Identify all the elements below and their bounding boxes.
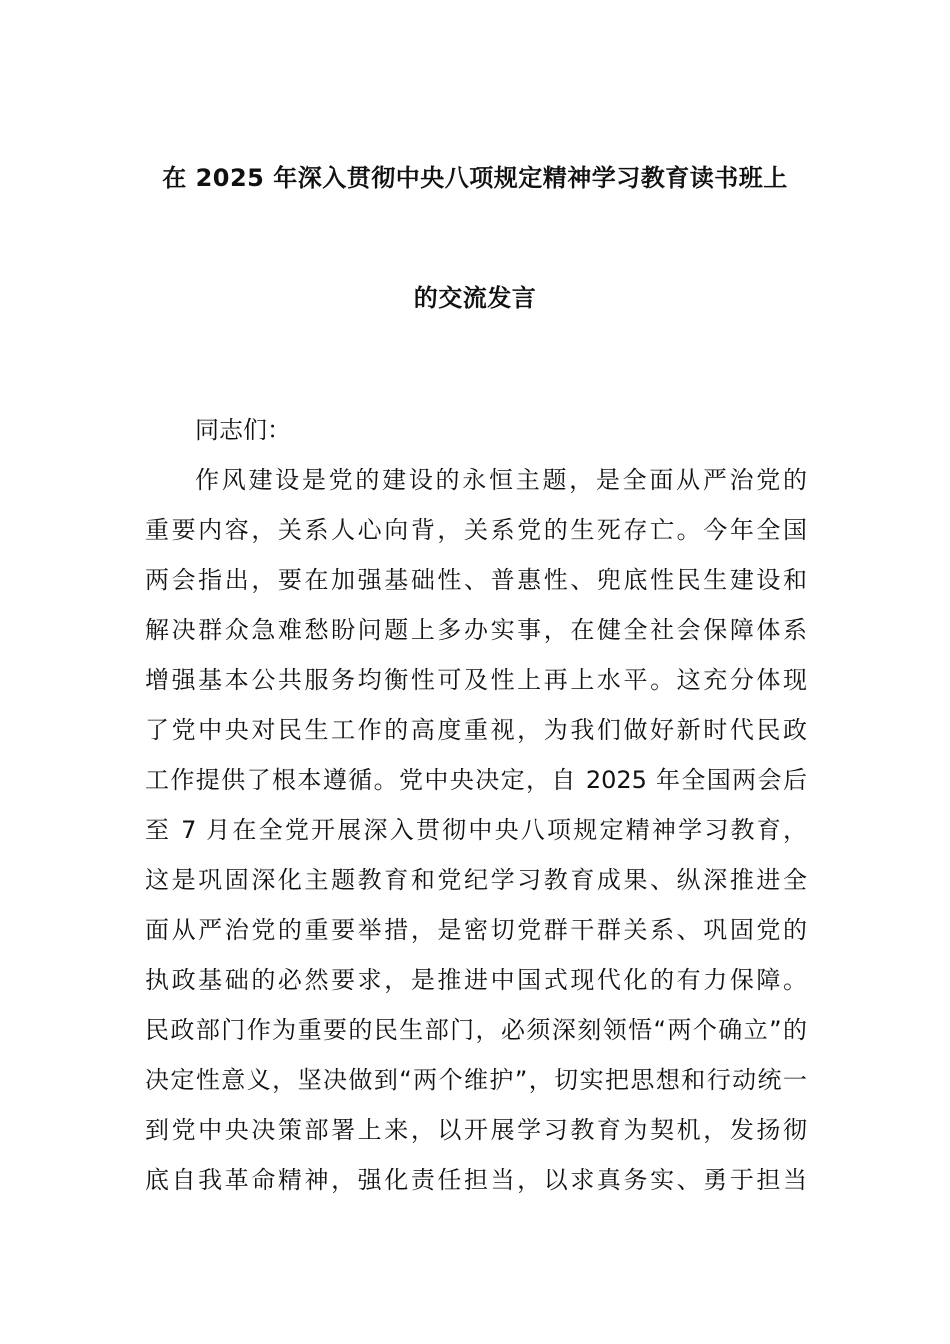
paragraph-line: 民政部门作为重要的民生部门，必须深刻领悟“两个确立”的 <box>145 1016 807 1044</box>
paragraph-line: 底自我革命精神，强化责任担当，以求真务实、勇于担当 <box>145 1166 807 1194</box>
paragraph-line: 重要内容，关系人心向背，关系党的生死存亡。今年全国 <box>145 516 807 544</box>
document-title-line-2: 的交流发言 <box>413 284 537 312</box>
paragraph-line: 两会指出，要在加强基础性、普惠性、兜底性民生建设和 <box>145 566 807 594</box>
paragraph-line: 到党中央决策部署上来，以开展学习教育为契机，发扬彻 <box>145 1116 807 1144</box>
paragraph-line: 至 7 月在全党开展深入贯彻中央八项规定精神学习教育， <box>145 816 807 844</box>
document-body <box>145 405 807 1205</box>
paragraph-line: 增强基本公共服务均衡性可及性上再上水平。这充分体现 <box>145 666 807 694</box>
paragraph-line: 执政基础的必然要求，是推进中国式现代化的有力保障。 <box>145 966 807 994</box>
paragraph-line: 这是巩固深化主题教育和党纪学习教育成果、纵深推进全 <box>145 866 807 894</box>
salutation: 同志们： <box>195 416 291 444</box>
paragraph-line: 作风建设是党的建设的永恒主题，是全面从严治党的 <box>195 466 807 494</box>
paragraph-line: 了党中央对民生工作的高度重视，为我们做好新时代民政 <box>145 716 807 744</box>
paragraph-line: 面从严治党的重要举措，是密切党群干群关系、巩固党的 <box>145 916 807 944</box>
paragraph-line: 工作提供了根本遵循。党中央决定，自 2025 年全国两会后 <box>145 766 807 794</box>
paragraph-line: 决定性意义，坚决做到“两个维护”，切实把思想和行动统一 <box>145 1066 807 1094</box>
document-title-line-1: 在 2025 年深入贯彻中央八项规定精神学习教育读书班上 <box>162 164 788 192</box>
paragraph-line: 解决群众急难愁盼问题上多办实事，在健全社会保障体系 <box>145 616 807 644</box>
